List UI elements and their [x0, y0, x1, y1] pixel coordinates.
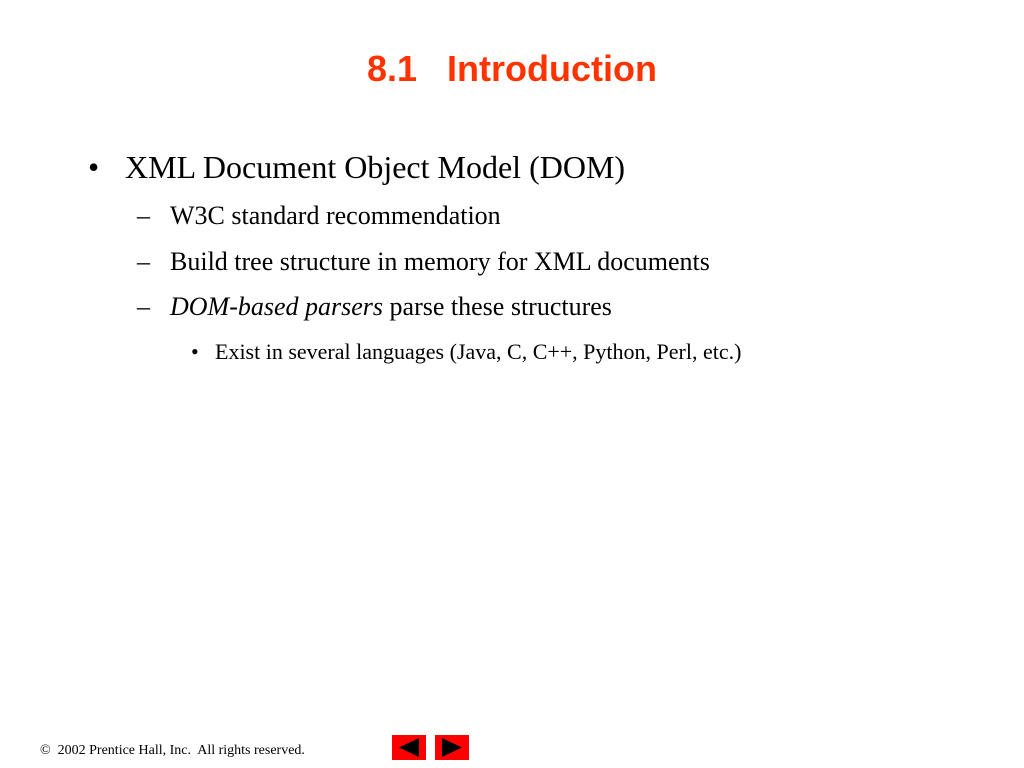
- sub-bullet-text: Build tree structure in memory for XML documents: [170, 247, 710, 276]
- italic-term: DOM-based parsers: [170, 292, 384, 321]
- sub-bullet-item: [137, 291, 612, 323]
- sub-sub-bullet-item: [191, 338, 742, 366]
- dash-marker: –: [137, 292, 150, 321]
- previous-slide-button[interactable]: [392, 735, 426, 760]
- sub-bullet-text: W3C standard recommendation: [170, 201, 501, 230]
- copyright-footer: © 2002 Prentice Hall, Inc. All rights reserved.: [40, 743, 305, 758]
- right-arrow-icon: [435, 735, 469, 760]
- dash-marker: –: [137, 201, 150, 230]
- bullet-marker: •: [191, 339, 199, 364]
- sub-bullet-item: [137, 200, 501, 232]
- bullet-item: [88, 147, 625, 187]
- sub-sub-bullet-text: Exist in several languages (Java, C, C++, Python, Perl, etc.): [215, 339, 742, 364]
- dash-marker: –: [137, 247, 150, 276]
- bullet-marker: •: [88, 149, 100, 185]
- bullet-text: XML Document Object Model (DOM): [125, 149, 626, 185]
- sub-bullet-item: [137, 246, 710, 278]
- left-arrow-icon: [392, 735, 426, 760]
- next-slide-button[interactable]: [435, 735, 469, 760]
- slide-title: 8.1 Introduction: [366, 48, 657, 89]
- sub-bullet-text: parse these structures: [383, 292, 612, 321]
